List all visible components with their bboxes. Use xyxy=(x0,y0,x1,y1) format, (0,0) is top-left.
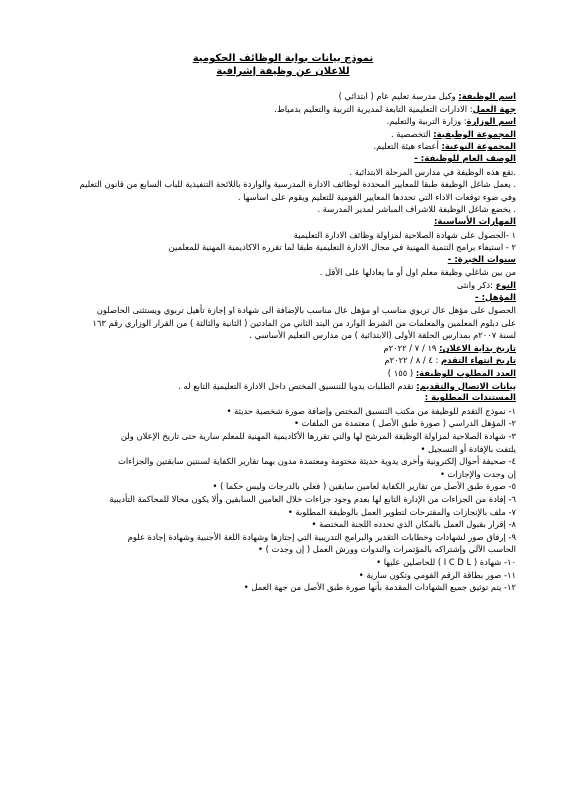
contact-row xyxy=(50,380,516,393)
document-item: ١٢- يتم توثيق جميع الشهادات المقدمة بأنها صورة طبق الأصل من جهة العمل • xyxy=(243,582,516,593)
general-description-heading: الوصف العام للوظيفة: - xyxy=(414,153,516,164)
gender-row xyxy=(50,279,516,292)
job-name-row xyxy=(50,90,516,103)
ministry-label: اسم الوزارة xyxy=(466,116,516,127)
start-date-label: تاريخ بداية الاعلان: xyxy=(439,342,516,353)
skills-heading: المهارات الأساسية: xyxy=(434,216,516,227)
start-date-row xyxy=(50,342,516,355)
required-count-label: العدد المطلوب للوظيفة: xyxy=(415,368,516,379)
end-date-value: : ٤ / ٨ / ٢٠٢٢م xyxy=(384,355,442,366)
ministry-row xyxy=(50,115,516,128)
qualitative-group-value: أعضاء هيئة التعليم. xyxy=(373,141,442,152)
employer-value: : الادارات التعليمية التابعة لمديرية التربية والتعليم بدمياط. xyxy=(274,103,473,114)
document-item: ٤- صحيفة أحوال إلكترونية وأخرى يدوية حديثة مختومة ومعتمدة مدون بهما تقارير الكفاية لسنتين سابقتين والجزاءات xyxy=(117,456,516,467)
document-item: ١١- صور بطاقة الرقم القومي وتكون سارية • xyxy=(358,569,516,580)
document-item: يلتفت بالإفادة أو التسجيل • xyxy=(420,443,516,454)
qualification-line: على دبلوم المعلمين والمعلمات من الشرط الوارد من البند الثاني من المادتين ( الثانية والثالثة ) من القرار الوزاري رقم ١٦٣ xyxy=(92,317,516,328)
end-date-label: تاريخ انتهاء التقدم xyxy=(441,355,516,366)
gender-value: :ذكر وانثى xyxy=(456,279,496,290)
document-item: ١- نموذج التقدم للوظيفة من مكتب التنسيق المختص وإضافة صورة شخصية حديثة • xyxy=(226,405,516,416)
job-group-label: المجموعة الوظيفية: xyxy=(433,128,516,139)
general-description-line: وفي ضوء توقعات الاداء التي تحددها المعايير القومية للتعليم ويقوم على اساسها . xyxy=(237,191,516,202)
employer-row xyxy=(50,103,516,116)
document-item: ٨- إقرار بقبول العمل بالمكان الذي تحدده اللجنة المختصة • xyxy=(311,519,516,530)
document-item: ٣- شهادة الصلاحية لمزاولة الوظيفة المرشح لها والتي تقررها الأكاديمية المهنية للمعلم سارية حتى تاريخ الإعلان ولن xyxy=(120,431,516,442)
general-description-line: .تقع هذه الوظيفة في مدارس المرحلة الابتدائية . xyxy=(349,166,516,177)
document-item: إن وجدت والإجازات • xyxy=(439,468,516,479)
document-item: ٩- إرفاق صور لشهادات وخطابات التقدير والبرامج التدريبية التي إجتازها وشهادة اللغة الأجنبية وشهادة إجادة علوم xyxy=(127,531,516,542)
required-count-value: ( ١٥٥ ) xyxy=(387,368,416,379)
experience-heading: سنوات الخبرة: - xyxy=(447,254,516,265)
qualification-line: لسنة ٢٠٠٧م بمدارس الحلقة الأولى (الابتدائية ) من مدارس التعليم الأساسي . xyxy=(249,330,516,341)
general-description-line: . يعمل شاغل الوظيفة طبقا للمعايير المحددة لوظائف الادارة المدرسية والواردة باللائحة التنفيذية للباب السابع من قانون التعليم xyxy=(79,179,516,190)
experience-text: من بين شاغلي وظيفة معلم اول أو ما يعادلها على الأقل . xyxy=(319,267,516,278)
document-page xyxy=(50,52,516,594)
job-name-value: وكيل مدرسة تعليم عام ( ابتدائي ) xyxy=(338,91,459,101)
document-item: ٧- ملف بالإنجازات والمقترحات لتطوير العمل بالوظيفة المطلوبة • xyxy=(287,506,516,517)
qualitative-group-row xyxy=(50,140,516,153)
job-group-row xyxy=(50,128,516,141)
contact-label: بيانات الاتصال والتقديم: xyxy=(416,380,516,391)
required-count-row xyxy=(50,367,516,380)
skills-item: ٢ - استيفاء برامج التنمية المهنية في مجال الادارة التعليمية طبقا لما تقرره الاكاديمية المهنية للمعلمين xyxy=(168,242,516,253)
document-item: ٦- إفادة من الجزاءات من الإدارة التابع لها بعدم وجود جزاءات خلال العامين السابقين وألا يكون محالا للمحاكمة التأديبية xyxy=(109,494,516,504)
contact-value: تقدم الطلبات يدويا للتنسيق المختص داخل الادارة التعليمية التابع له . xyxy=(178,380,417,391)
skills-item: ١ -الحصول على شهادة الصلاحية لمزاولة وظائف الادارة التعليمية xyxy=(293,229,516,240)
general-description-line: . يخضع شاغل الوظيفة للاشراف المباشر لمدير المدرسة . xyxy=(317,204,516,215)
document-item: الحاسب الآلي وإشتراكه بالمؤتمرات والندوات وورش العمل ( إن وجدت ) • xyxy=(258,544,516,555)
qualification-line: الحصول على مؤهل عال تربوي مناسب او مؤهل عال مناسب بالإضافة الى شهادة او إجازة تأهيل تربوي ويستثنى الحاصلون xyxy=(96,305,516,316)
job-group-value: التخصصية . xyxy=(390,128,434,139)
documents-heading: المستندات المطلوبة : xyxy=(424,393,516,404)
ministry-value: : وزارة التربية والتعليم. xyxy=(386,116,467,127)
document-item: ٢- المؤهل الدراسي ( صورة طبق الأصل ) معتمدة من الملفات • xyxy=(293,418,516,429)
start-date-value: ١٩ / ٧ / ٢٠٢٢م xyxy=(383,342,440,353)
employer-label: جهة العمل xyxy=(472,103,516,114)
end-date-row xyxy=(50,354,516,367)
gender-label: النوع xyxy=(495,279,516,290)
document-item: ١٠- شهادة ( I C D L ) للحاصلين عليها • xyxy=(376,556,516,567)
document-item: ٥- صورة طبق الأصل من تقارير الكفاية لعامين سابقين ( فعلي بالدرجات وليس حكما ) • xyxy=(212,481,516,492)
document-title: نموذج بيانات بوابة الوظائف الحكومية xyxy=(192,53,374,64)
qualitative-group-label: المجموعة النوعية: xyxy=(441,141,516,152)
document-subtitle: للاعلان عن وظيفة إشرافية xyxy=(216,66,350,77)
job-name-label: اسم الوظيفة: xyxy=(458,91,516,101)
qualification-heading: المؤهل: - xyxy=(475,292,516,303)
